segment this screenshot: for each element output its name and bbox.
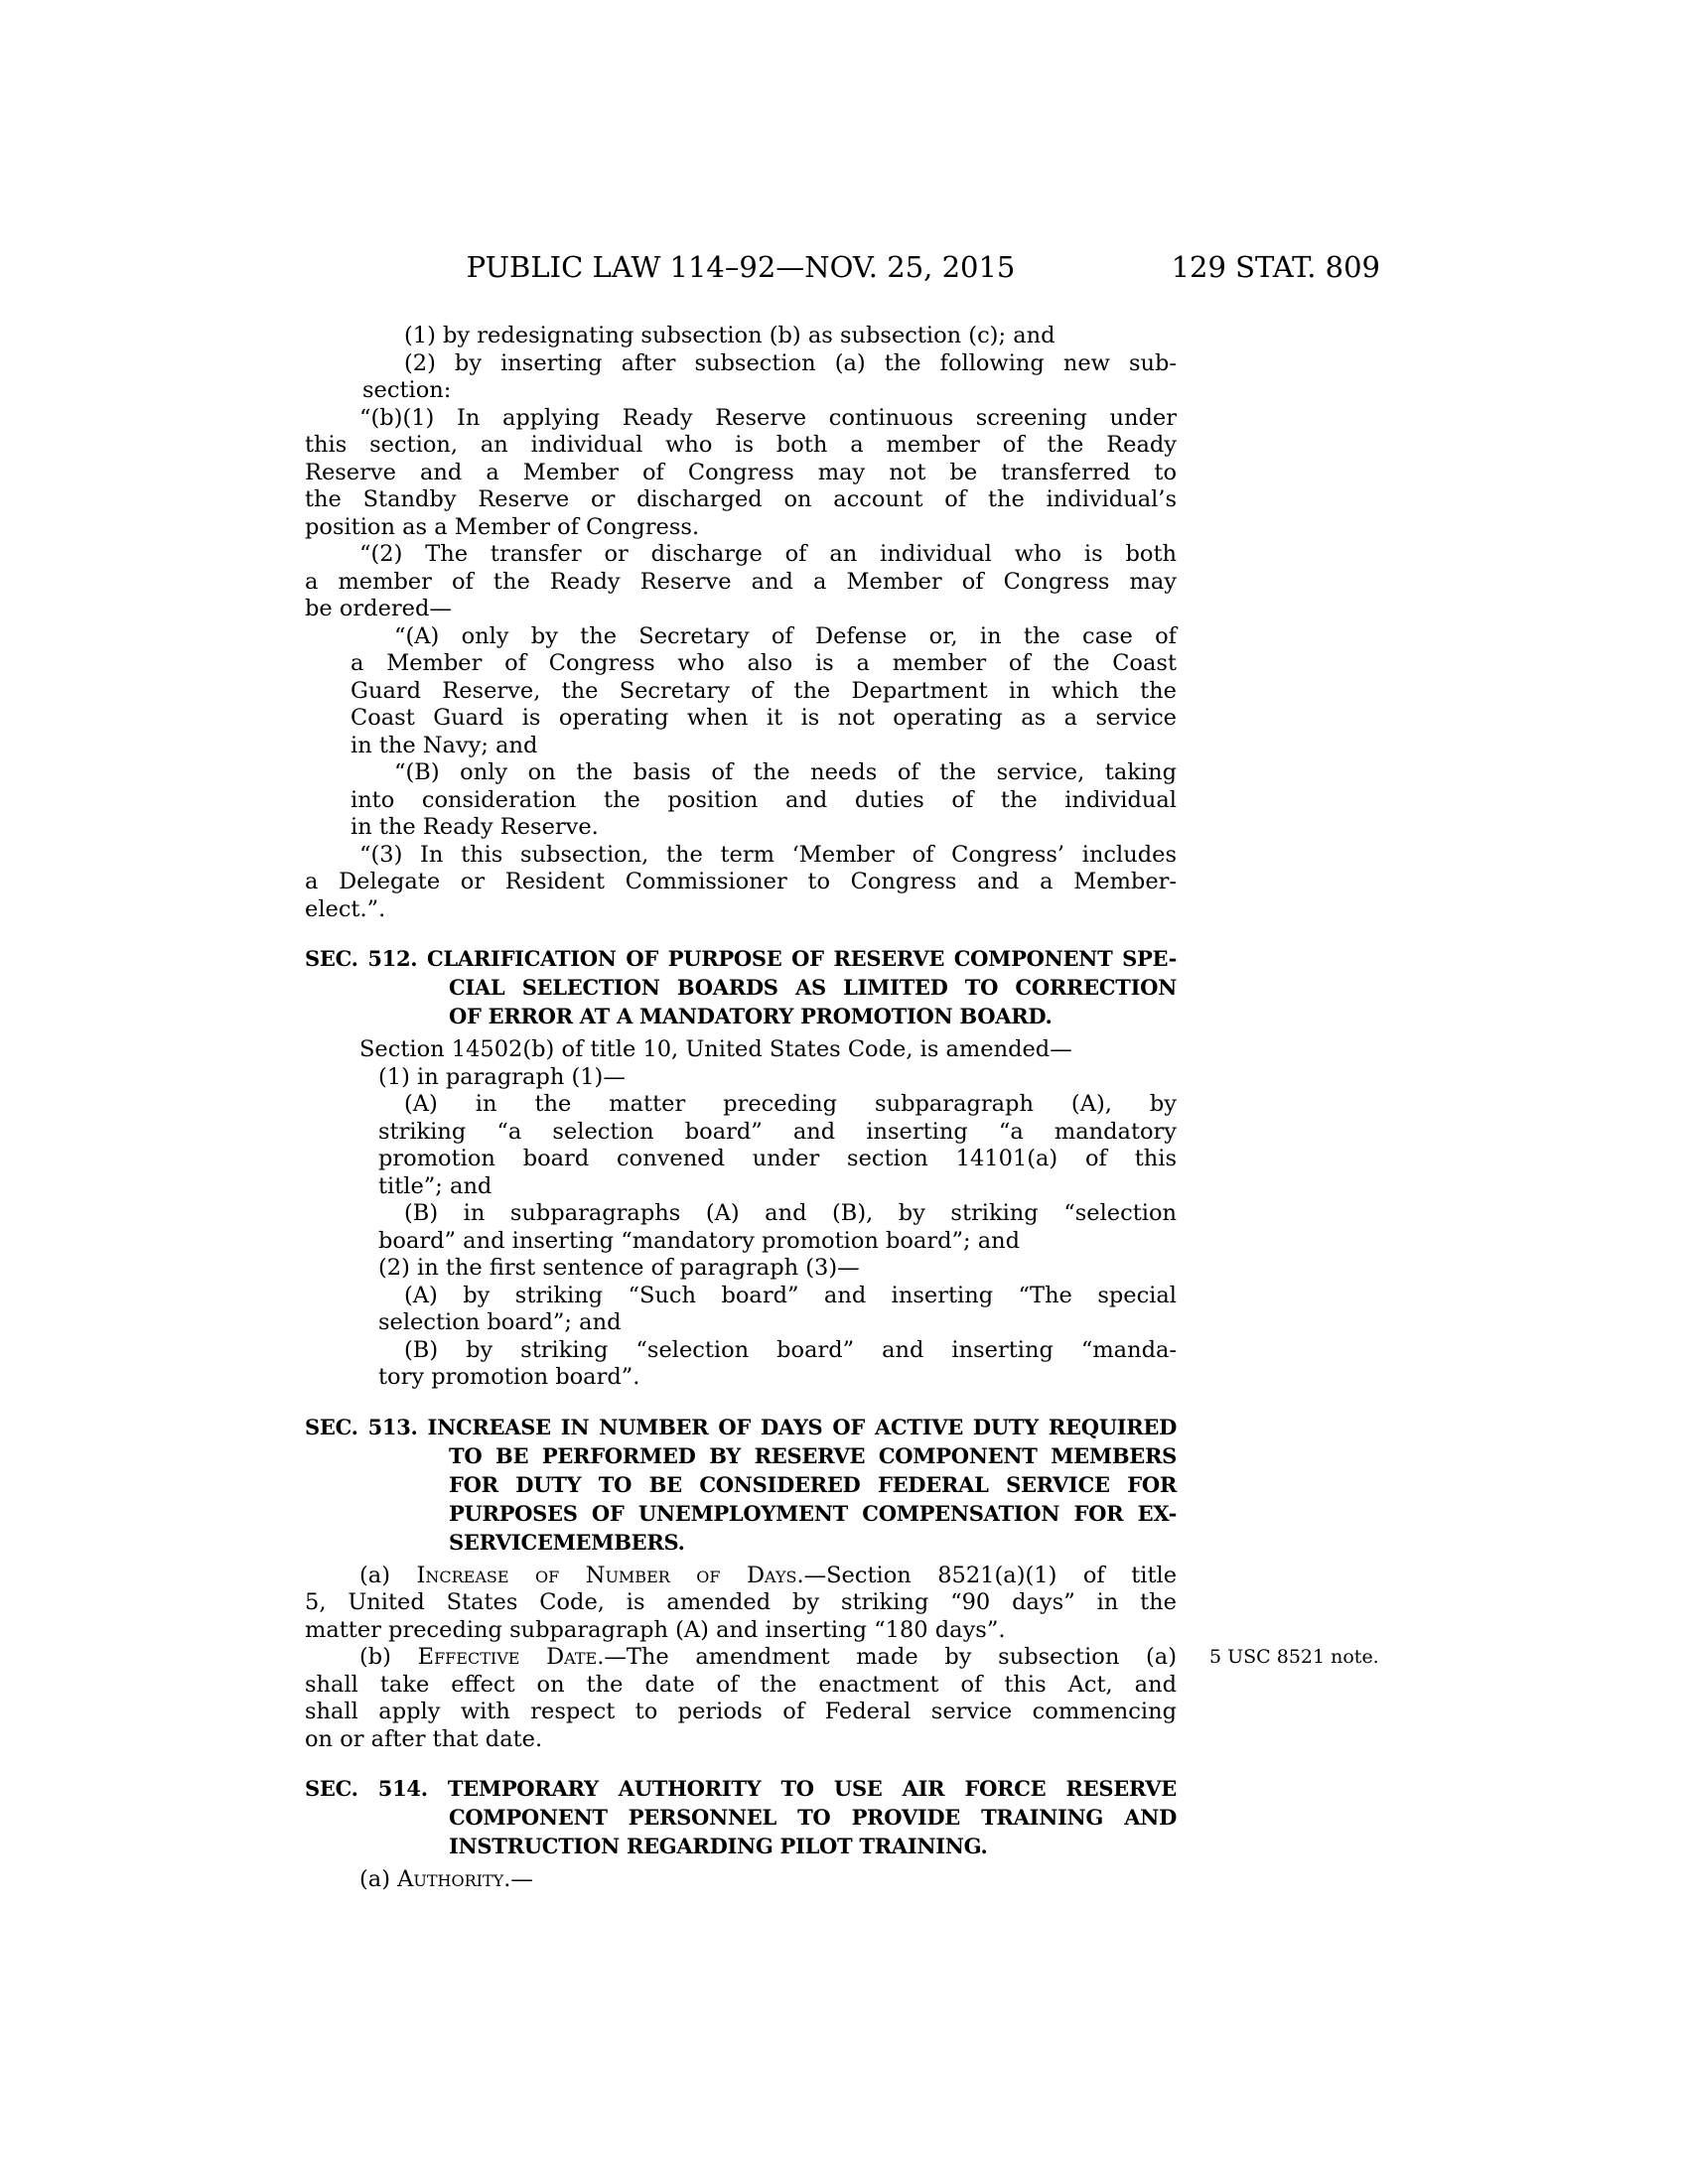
law-text-line: (A) in the matter preceding subparagraph (A), by (404, 1091, 1177, 1117)
law-text-line: OF ERROR AT A MANDATORY PROMOTION BOARD. (449, 1004, 1053, 1028)
text-segment: (a) (359, 1562, 417, 1588)
law-text-line: (B) in subparagraphs (A) and (B), by striking “selection (404, 1200, 1177, 1226)
law-text-line: this section, an individual who is both a member of the Ready (305, 432, 1177, 458)
stat-page-number: 129 STAT. 809 (1171, 250, 1380, 284)
law-paragraph (305, 1036, 1177, 1064)
law-text-line: SERVICEMEMBERS. (449, 1529, 685, 1555)
law-text-line: Reserve and a Member of Congress may not be transferred to (305, 459, 1177, 485)
law-text-line: in the Navy; and (351, 732, 538, 758)
law-text-line: “(2) The transfer or discharge of an individual who is both (359, 541, 1177, 567)
section-heading (305, 1413, 1177, 1557)
text-segment: (b) (359, 1644, 418, 1670)
law-text-line: 5, United States Code, is amended by striking “90 days” in the (305, 1589, 1177, 1615)
law-text-line: shall take effect on the date of the enactment of this Act, and (305, 1671, 1177, 1698)
law-text-line: a Member of Congress who also is a member of the Coast (351, 650, 1177, 676)
law-text-line: in the Ready Reserve. (351, 814, 599, 840)
law-text-line: the Standby Reserve or discharged on account of the individual’s (305, 486, 1177, 512)
law-text-line: (1) in paragraph (1)— (378, 1063, 626, 1090)
law-paragraph (305, 759, 1177, 842)
law-paragraph (305, 842, 1177, 924)
law-text-line: TO BE PERFORMED BY RESERVE COMPONENT MEMBERS (449, 1442, 1177, 1468)
law-text-line: “(3) In this subsection, the term ‘Member of Congress’ includes (359, 841, 1177, 868)
law-paragraph (305, 1644, 1379, 1753)
law-text-line: elect.”. (305, 895, 386, 922)
law-paragraph (305, 1283, 1177, 1337)
law-text-line: board” and inserting “mandatory promotion board”; and (378, 1227, 1021, 1254)
law-paragraph (305, 1866, 1177, 1894)
law-text-line: FOR DUTY TO BE CONSIDERED FEDERAL SERVICE FOR (449, 1471, 1177, 1497)
law-text-line: matter preceding subparagraph (A) and inserting “180 days”. (305, 1616, 1006, 1643)
law-text-line: (B) by striking “selection board” and inserting “manda- (404, 1336, 1177, 1363)
law-paragraph (305, 623, 1177, 760)
law-text-line: “(B) only on the basis of the needs of the service, taking (394, 759, 1177, 785)
text-segment: .—The amendment made by subsection (a) (597, 1644, 1177, 1670)
law-paragraph (305, 1337, 1177, 1392)
law-paragraph (305, 405, 1177, 542)
law-text-line: “(b)(1) In applying Ready Reserve continuous screening under (359, 404, 1177, 431)
law-text-line: (2) in the first sentence of paragraph (3)— (378, 1255, 860, 1281)
document-body (305, 323, 1379, 1894)
law-text-line: Coast Guard is operating when it is not operating as a service (351, 705, 1177, 731)
law-paragraph (305, 1255, 1177, 1283)
law-paragraph (305, 323, 1177, 350)
small-caps-text: Authority (397, 1866, 504, 1892)
law-text-line: Section 14502(b) of title 10, United States Code, is amended— (359, 1036, 1072, 1062)
law-text-line (359, 1563, 1177, 1590)
law-text-line: tory promotion board”. (378, 1364, 640, 1390)
section-heading (305, 1774, 1177, 1860)
law-text-line: title”; and (378, 1172, 492, 1199)
law-text-line: SEC. 512. CLARIFICATION OF PURPOSE OF RESERVE COMPONENT SPE- (305, 946, 1177, 971)
law-text-line: position as a Member of Congress. (305, 513, 700, 540)
law-text-line (359, 1866, 1177, 1894)
law-text-line: CIAL SELECTION BOARDS AS LIMITED TO CORRECTION (449, 975, 1177, 1000)
law-text-line: selection board”; and (378, 1309, 622, 1335)
law-text-line: a member of the Ready Reserve and a Member of Congress may (305, 568, 1177, 595)
law-text-line: section: (362, 377, 452, 403)
margin-note: 5 USC 8521 note. (1209, 1646, 1379, 1668)
text-segment: .—Section 8521(a)(1) of title (796, 1562, 1178, 1588)
text-segment: (a) (359, 1866, 398, 1892)
law-text-line: be ordered— (305, 596, 452, 621)
law-text-line: COMPONENT PERSONNEL TO PROVIDE TRAINING AND (449, 1805, 1177, 1830)
law-text-line: SEC. 514. TEMPORARY AUTHORITY TO USE AIR FORCE RESERVE (305, 1776, 1177, 1801)
law-paragraph (305, 1563, 1177, 1645)
law-paragraph (305, 1091, 1177, 1200)
law-text-line (359, 1644, 1177, 1672)
law-text-line: striking “a selection board” and inserting “a mandatory (378, 1118, 1177, 1145)
text-segment: .— (503, 1866, 533, 1892)
law-paragraph (305, 1064, 1177, 1092)
law-text-line: into consideration the position and duties of the individual (351, 786, 1177, 813)
law-title: PUBLIC LAW 114–92—NOV. 25, 2015 (466, 250, 1016, 284)
law-text-line: (2) by inserting after subsection (a) the following new sub- (404, 349, 1177, 376)
small-caps-text: Increase of Number of Days (416, 1562, 797, 1588)
law-paragraph (305, 1200, 1177, 1255)
law-text-line: a Delegate or Resident Commissioner to Congress and a Member- (305, 869, 1177, 894)
law-text-line: shall apply with respect to periods of Federal service commencing (305, 1699, 1177, 1724)
law-text-line: INSTRUCTION REGARDING PILOT TRAINING. (449, 1834, 988, 1858)
law-text-line: on or after that date. (305, 1725, 543, 1752)
law-text-line: promotion board convened under section 14101(a) of this (378, 1146, 1177, 1171)
law-text-line: (A) by striking “Such board” and inserting “The special (404, 1282, 1177, 1308)
page-header (305, 250, 1380, 288)
law-text-line: PURPOSES OF UNEMPLOYMENT COMPENSATION FOR EX- (449, 1500, 1177, 1526)
law-paragraph (305, 541, 1177, 623)
law-text-line: (1) by redesignating subsection (b) as subsection (c); and (404, 323, 1055, 348)
law-paragraph (305, 350, 1177, 405)
section-heading (305, 944, 1177, 1030)
small-caps-text: Effective Date (417, 1644, 598, 1670)
law-text-line: “(A) only by the Secretary of Defense or, in the case of (394, 622, 1177, 649)
law-text-line: Guard Reserve, the Secretary of the Department in which the (351, 677, 1177, 704)
law-text-line: SEC. 513. INCREASE IN NUMBER OF DAYS OF ACTIVE DUTY REQUIRED (305, 1414, 1177, 1439)
